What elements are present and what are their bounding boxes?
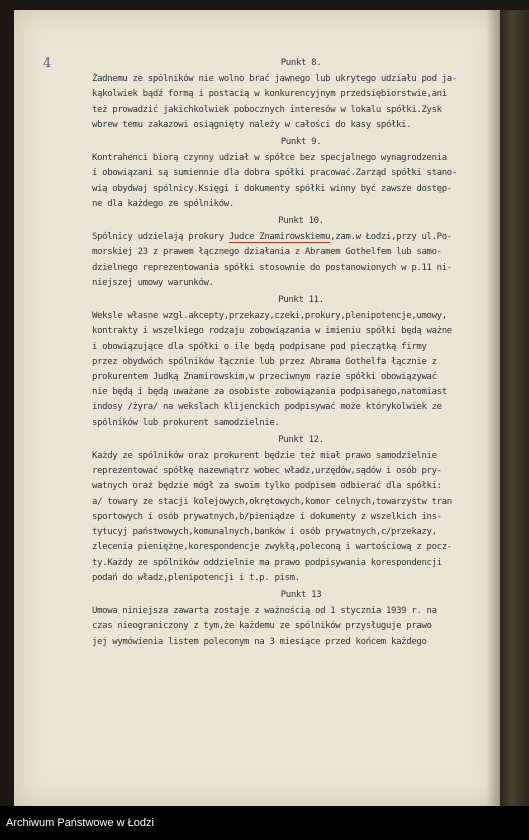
document-page bbox=[14, 10, 500, 806]
section-heading: Punkt 12. bbox=[278, 434, 324, 445]
document-section bbox=[92, 56, 500, 133]
text-line: wią obydwaj spólnicy.Księgi i dokumenty spółki winny być zawsze dostęp- bbox=[92, 183, 452, 194]
text-line: niejszej umowy warunków. bbox=[92, 277, 214, 288]
text-line: Żadnemu ze spólników nie wolno brać jawnego lub ukrytego udziału pod ja- bbox=[92, 74, 457, 85]
text-line: watnych oraz będzie mógł za swoim tylko podpisem odbierać dla spółki: bbox=[92, 481, 442, 492]
text-line: spólników lub prokurent samodzielnie. bbox=[92, 417, 280, 428]
text-line: zlecenia pieniężne,korespondencje zwykłą,poleconą i wartościową z pocz- bbox=[92, 542, 452, 553]
text-line: czas nieograniczony z tym,że każdemu ze spólników przysługuje prawo bbox=[92, 621, 432, 632]
document-section bbox=[92, 588, 500, 650]
text-line: indosy /żyra/ na wekslach klijenckich podpisywać może którykolwiek ze bbox=[92, 402, 442, 413]
text-line: morskiej 23 z prawem łącznego działania z Abramem Gothelfem lub samo- bbox=[92, 247, 442, 258]
text-line: reprezentować spółkę nazewnątrz wobec władz,urzędów,sądów i osób pry- bbox=[92, 466, 442, 477]
text-line: wbrew temu zakazowi osiągnięty należy w całości do kasy spółki. bbox=[92, 119, 412, 130]
document-section bbox=[92, 293, 500, 431]
text-line: ty.Każdy ze spólników oddzielnie ma prawo podpisywania korespondencji bbox=[92, 557, 442, 568]
text-line: prokurentem Judką Znamirowskim,w przeciwnym razie spółki obowiązywać bbox=[92, 372, 437, 383]
text-line: Umowa niniejsza zawarta zostaje z ważnością od 1 stycznia 1939 r. na bbox=[92, 606, 437, 617]
section-heading: Punkt 8. bbox=[280, 58, 322, 68]
text-line: też prowadzić jakichkolwiek pobocznych interesów w lokalu spółki.Zysk bbox=[92, 104, 442, 115]
section-heading: Punkt 13 bbox=[280, 589, 322, 600]
text-line: sportowych i osób prywatnych,b/pieniądze i dokumenty z wszelkich ins- bbox=[92, 511, 442, 522]
text-line: jej wymówienia listem poleconym na 3 miesiące przed końcem każdego bbox=[92, 636, 427, 647]
text-line: i obowiązujące dla spółki o ile będą podpisane pod pieczątką firmy bbox=[92, 341, 427, 352]
text-line: a/ towary ze stacji kolejowych,okrętowych,komor celnych,towarzystw tran bbox=[92, 496, 452, 507]
text-line: i obowiązani są sumiennie dla dobra spółki pracować.Zarząd spółki stano- bbox=[92, 168, 457, 179]
text-line: ne dla każdego ze spólników. bbox=[92, 198, 234, 209]
document-body bbox=[92, 54, 500, 652]
text-line: nie będą i będą uważane za osobiste zobowiązania podpisanego,natomiast bbox=[92, 387, 447, 398]
archive-label: Archiwum Państwowe w Łodzi bbox=[6, 817, 154, 829]
text-line: przez obydwóch spólników łącznie lub przez Abrama Gothelfa łącznie z bbox=[92, 356, 437, 367]
underlined-name: Judce Znamirowskiemu bbox=[228, 232, 331, 243]
text-line: Każdy ze spólników oraz prokurent będzie też miał prawo samodzielnie bbox=[92, 451, 437, 462]
text-line: Weksle własne wzgl.akcepty,przekazy,czeki,prokury,plenipotencje,umowy, bbox=[92, 311, 447, 322]
text-line: Spólnicy udzielają prokury Judce Znamirowskiemu,zam.w Łodzi,przy ul.Po- bbox=[92, 232, 452, 243]
document-section bbox=[92, 433, 500, 586]
text-line: podań do władz,plenipotencji i t.p. pism. bbox=[92, 572, 300, 583]
section-heading: Punkt 10. bbox=[278, 216, 324, 227]
scan-edge bbox=[500, 10, 529, 806]
document-section bbox=[92, 214, 500, 291]
text-line: kontrakty i wszelkiego rodzaju zobowiązania w imieniu spółki będą ważne bbox=[92, 326, 452, 337]
footer-bar bbox=[0, 806, 529, 840]
text-line: kąkolwiek bądź formą i postacią w konkurencyjnym przedsiębiorstwie,ani bbox=[92, 89, 447, 100]
page-number: 4 bbox=[43, 56, 52, 71]
section-heading: Punkt 11. bbox=[278, 295, 324, 306]
text-line: Kontrahenci biorą czynny udział w spółce bez specjalnego wynagrodzenia bbox=[92, 153, 447, 164]
text-line: tytucyj państwowych,komunalnych,banków i osób prywatnych,c/przekazy, bbox=[92, 527, 437, 538]
section-heading: Punkt 9. bbox=[280, 137, 322, 148]
document-section bbox=[92, 135, 500, 212]
text-line: dzielnego reprezentowania spółki stosownie do postanowionych w p.11 ni- bbox=[92, 262, 452, 273]
